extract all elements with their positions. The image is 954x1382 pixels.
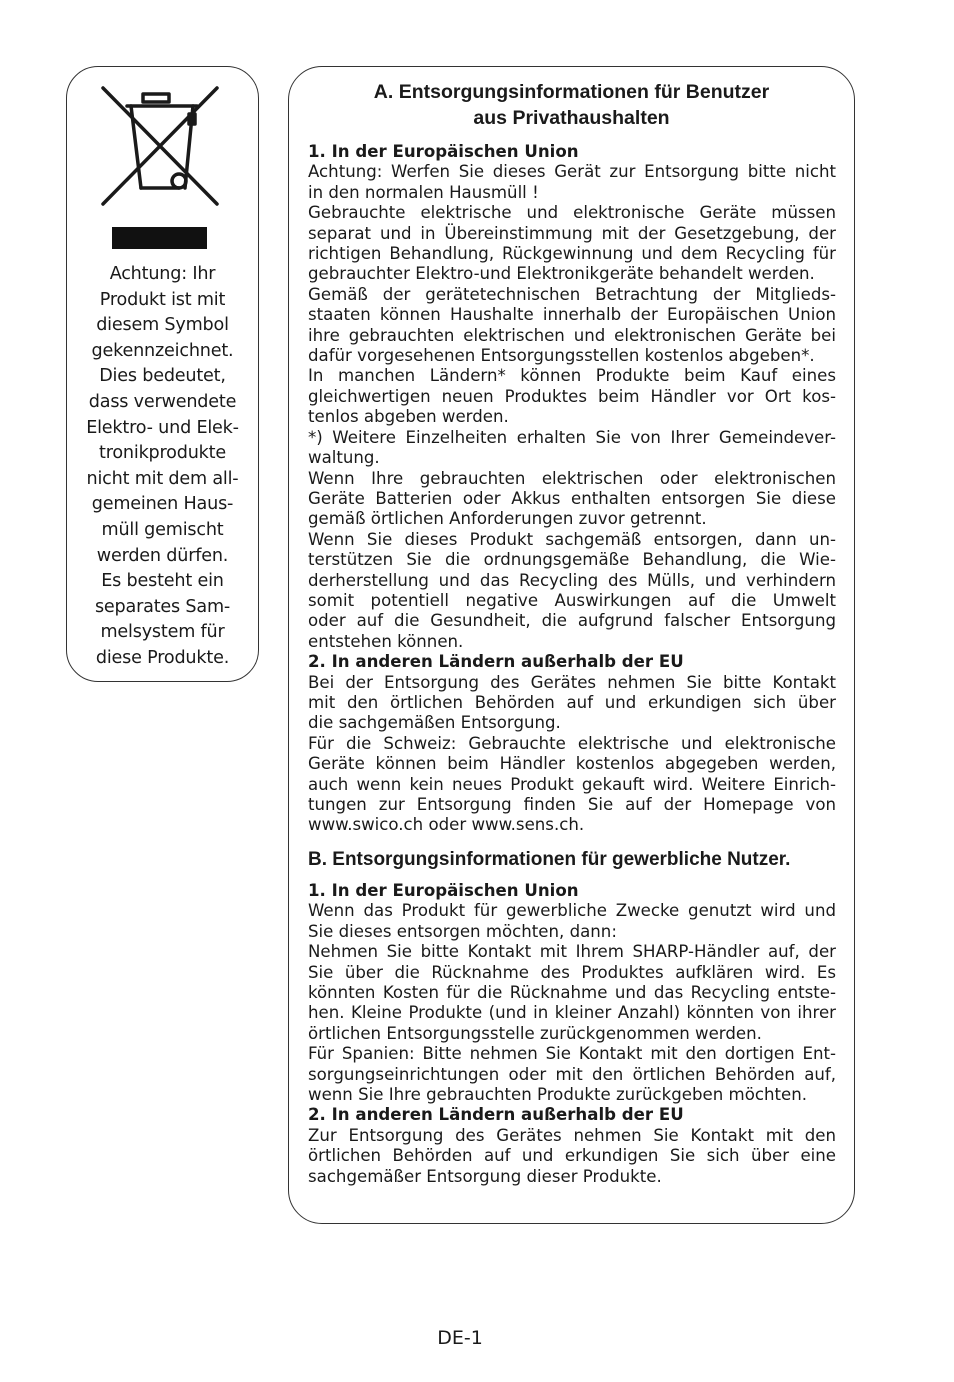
text-line: In manchen Ländern* können Produkte beim Kauf eines [308, 366, 836, 386]
text-line: terstützen Sie die ordnungsgemäße Behandlung, die Wie- [308, 550, 836, 570]
disposal-info-box [288, 66, 855, 1224]
text-line: hen. Kleine Produkte (und in kleiner Anzahl) könnten von ihrer [308, 1003, 836, 1023]
text-line: wenn Sie Ihre gebrauchten Produkte zurückgeben möchten. [308, 1085, 808, 1105]
text-line: Für die Schweiz: Gebrauchte elektrische und elektronische [308, 733, 836, 753]
text-line: Für Spanien: Bitte nehmen Sie Kontakt mit den dortigen Ent- [308, 1044, 836, 1064]
text-line: könnten Kosten für die Rücknahme und das Recycling entste- [308, 983, 836, 1003]
text-line: auch wenn kein neues Produkt gekauft wird. Weitere Einrich- [308, 774, 836, 794]
text-line: Wenn Ihre gebrauchten elektrischen oder elektronischen [308, 468, 836, 488]
notice-line: Dies bedeutet, [99, 366, 226, 387]
notice-line: melsystem für [100, 622, 225, 643]
notice-line: separates Sam- [94, 596, 231, 617]
weee-notice-box [66, 66, 259, 682]
notice-line: Achtung: Ihr [109, 264, 216, 284]
text-line: Geräte Batterien oder Akkus enthalten entsorgen Sie diese [308, 488, 836, 508]
text-line: Gebrauchte elektrische und elektronische Geräte müssen [308, 203, 836, 223]
text-line: sorgungseinrichtungen oder mit den örtlichen Behörden auf, [308, 1064, 836, 1084]
text-line: Nehmen Sie bitte Kontakt mit Ihrem SHARP-Händler auf, der [308, 942, 836, 962]
section-b-paragraphs-2 [308, 1126, 836, 1187]
notice-line: nicht mit dem all- [86, 468, 239, 489]
text-line: Sie über die Rücknahme des Produktes aufklären wird. Es [308, 962, 836, 982]
text-line: ihre gebrauchten elektrischen und elektronischen Geräte bei [308, 325, 836, 345]
section-a-title: A. Entsorgungsinformationen für Benutzer aus Privathaushalten [373, 81, 770, 129]
text-line: in den normalen Hausmüll ! [308, 182, 539, 202]
text-line: Zur Entsorgung des Gerätes nehmen Sie Kontakt mit den [308, 1125, 836, 1145]
section-b-title: B. Entsorgungsinformationen für gewerbliche Nutzer. [308, 849, 791, 870]
black-bar [112, 227, 207, 249]
notice-line: dass verwendete [88, 391, 237, 412]
text-line: Wenn Sie dieses Produkt sachgemäß entsorgen, dann un- [308, 529, 836, 549]
notice-line: Es besteht ein [101, 571, 224, 592]
notice-line: gekennzeichnet. [91, 340, 234, 361]
notice-line: werden dürfen. [96, 545, 229, 566]
text-line: Sie dieses entsorgen möchten, dann: [308, 921, 617, 941]
text-line: separat und in Übereinstimmung mit der Gesetzgebung, der [308, 223, 836, 243]
text-line: Bei der Entsorgung des Gerätes nehmen Sie bitte Kontakt [308, 672, 836, 692]
text-line: dafür vorgesehenen Entsorgungsstellen kostenlos abgeben*. [308, 346, 815, 366]
text-line: örtlichen Entsorgungsstelle zurückgenommen werden. [308, 1023, 762, 1043]
notice-line: gemeinen Haus- [91, 494, 234, 515]
section-a-paragraphs-2 [308, 673, 836, 836]
text-line: mit den örtlichen Behörden auf und erkundigen sich über [308, 692, 836, 712]
section-b-heading-1: 1. In der Europäischen Union [308, 881, 579, 900]
section-a-body [308, 142, 836, 836]
text-line: derherstellung und das Recycling des Mülls, und verhindern [308, 570, 836, 590]
page-number: DE-1 [437, 1327, 483, 1349]
section-b-body [308, 881, 836, 1187]
notice-line: müll gemischt [101, 519, 224, 540]
text-line: staaten können Haushalte innerhalb der Europäischen Union [308, 305, 836, 325]
text-line: Achtung: Werfen Sie dieses Gerät zur Entsorgung bitte nicht [308, 162, 836, 182]
text-line: gemäß örtlichen Anforderungen zuvor getrennt. [308, 509, 707, 529]
text-line: waltung. [308, 448, 380, 468]
notice-line: Elektro- und Elek- [86, 417, 239, 438]
text-line: tungen zur Entsorgung finden Sie auf der Homepage von [308, 795, 836, 814]
section-a-paragraphs-1 [308, 162, 836, 652]
text-line: sachgemäßer Entsorgung dieser Produkte. [308, 1166, 662, 1186]
text-line: entstehen können. [308, 631, 464, 651]
text-line: somit potentiell negative Auswirkungen auf die Umwelt [308, 590, 836, 610]
text-line: www.swico.ch oder www.sens.ch. [308, 815, 585, 835]
section-b-paragraphs-1 [308, 901, 836, 1105]
text-line: die sachgemäßen Entsorgung. [308, 713, 561, 733]
notice-line: Produkt ist mit [99, 289, 226, 310]
text-line: örtlichen Behörden auf und erkundigen Sie sich über eine [308, 1146, 836, 1166]
text-line: oder auf die Gesundheit, die aufgrund falscher Entsorgung [308, 611, 836, 631]
text-line: richtigen Behandlung, Rückgewinnung und dem Recycling für [308, 244, 836, 264]
text-line: *) Weitere Einzelheiten erhalten Sie von Ihrer Gemeindever- [308, 427, 836, 447]
section-a-heading-2: 2. In anderen Ländern außerhalb der EU [308, 652, 684, 672]
section-b-heading-2: 2. In anderen Ländern außerhalb der EU [308, 1105, 684, 1125]
text-line: gleichwertigen neuen Produktes beim Händler vor Ort kos- [308, 386, 836, 406]
notice-line: diesem Symbol [96, 315, 229, 336]
text-line: Geräte können beim Händler kostenlos abgegeben werden, [308, 754, 836, 774]
section-a-heading-1: 1. In der Europäischen Union [308, 142, 579, 161]
weee-notice-text [77, 262, 248, 672]
text-line: gebrauchter Elektro-und Elektronikgeräte behandelt werden. [308, 264, 815, 284]
crossed-out-wheelie-bin-icon [99, 84, 221, 208]
notice-line: diese Produkte. [95, 647, 230, 668]
notice-line: tronikprodukte [99, 443, 226, 464]
text-line: Gemäß der gerätetechnischen Betrachtung der Mitglieds- [308, 284, 836, 304]
text-line: tenlos abgeben werden. [308, 407, 509, 427]
text-line: Wenn das Produkt für gewerbliche Zwecke genutzt wird und [308, 901, 836, 921]
